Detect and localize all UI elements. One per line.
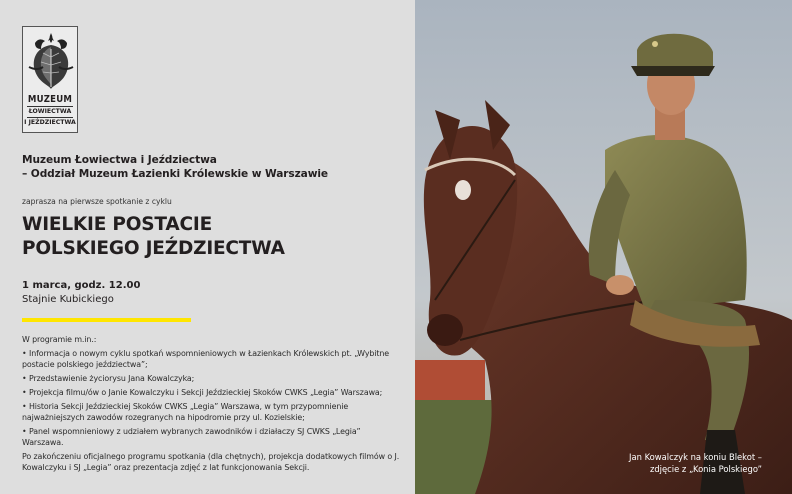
event-place: Stajnie Kubickiego xyxy=(22,294,114,305)
logo-line-1: MUZEUM xyxy=(27,94,73,105)
organizer xyxy=(22,153,328,181)
program-after: Po zakończeniu oficjalnego programu spotkania (dla chętnych), projekcja dodatkowych filmów o J. Kowalczyku i SJ „Legia” oraz prezentacja zdjęć z lat funkcjonowania Sekcji. xyxy=(22,452,400,472)
program-item: • Historia Sekcji Jeździeckiej Skoków CWKS „Legia” Warszawa, w tym przypomnienie najważniejszych zawodów rozegranych na hipodromie przy ul. Kozielskie; xyxy=(22,402,349,422)
logo-divider xyxy=(27,117,73,118)
museum-logo xyxy=(22,26,78,133)
invite-text: zaprasza na pierwsze spotkanie z cyklu xyxy=(22,197,172,206)
program-item: • Przedstawienie życiorysu Jana Kowalczyka; xyxy=(22,374,195,383)
organizer-line-1: Muzeum Łowiectwa i Jeździectwa xyxy=(22,154,217,166)
organizer-line-2: – Oddział Muzeum Łazienki Królewskie w Warszawie xyxy=(22,168,329,180)
rider-on-horse-illustration xyxy=(415,0,792,494)
logo-line-2: ŁOWIECTWA xyxy=(28,108,72,115)
caption-line-1: Jan Kowalczyk na koniu Blekot – xyxy=(629,452,762,462)
program-list xyxy=(22,348,402,448)
title-line-1: WIELKIE POSTACIE xyxy=(22,214,213,235)
program-item: • Informacja o nowym cyklu spotkań wspomnieniowych w Łazienkach Królewskich pt. „Wybitne postacie polskiego jeździectwa”; xyxy=(22,349,390,369)
program-heading: W programie m.in.: xyxy=(22,335,97,344)
hunting-horn-leaf-emblem xyxy=(25,29,77,93)
rider-photo xyxy=(415,0,792,494)
photo-caption xyxy=(542,451,762,475)
program-item: • Panel wspomnieniowy z udziałem wybranych zawodników i działaczy SJ CWKS „Legia” Warszawa. xyxy=(22,427,361,447)
program-item: • Projekcja filmu/ów o Janie Kowalczyku i Sekcji Jeździeckiej Skoków CWKS „Legia” Warszawa; xyxy=(22,388,383,397)
accent-rule xyxy=(22,318,191,322)
title-line-2: POLSKIEGO JEŹDZIECTWA xyxy=(22,238,285,259)
logo-divider xyxy=(27,106,73,107)
logo-line-3: I JEŹDZIECTWA xyxy=(24,119,76,126)
event-title xyxy=(22,213,285,261)
event-date: 1 marca, godz. 12.00 xyxy=(22,280,141,291)
program xyxy=(22,334,402,473)
caption-line-2: zdjęcie z „Konia Polskiego” xyxy=(649,464,762,474)
